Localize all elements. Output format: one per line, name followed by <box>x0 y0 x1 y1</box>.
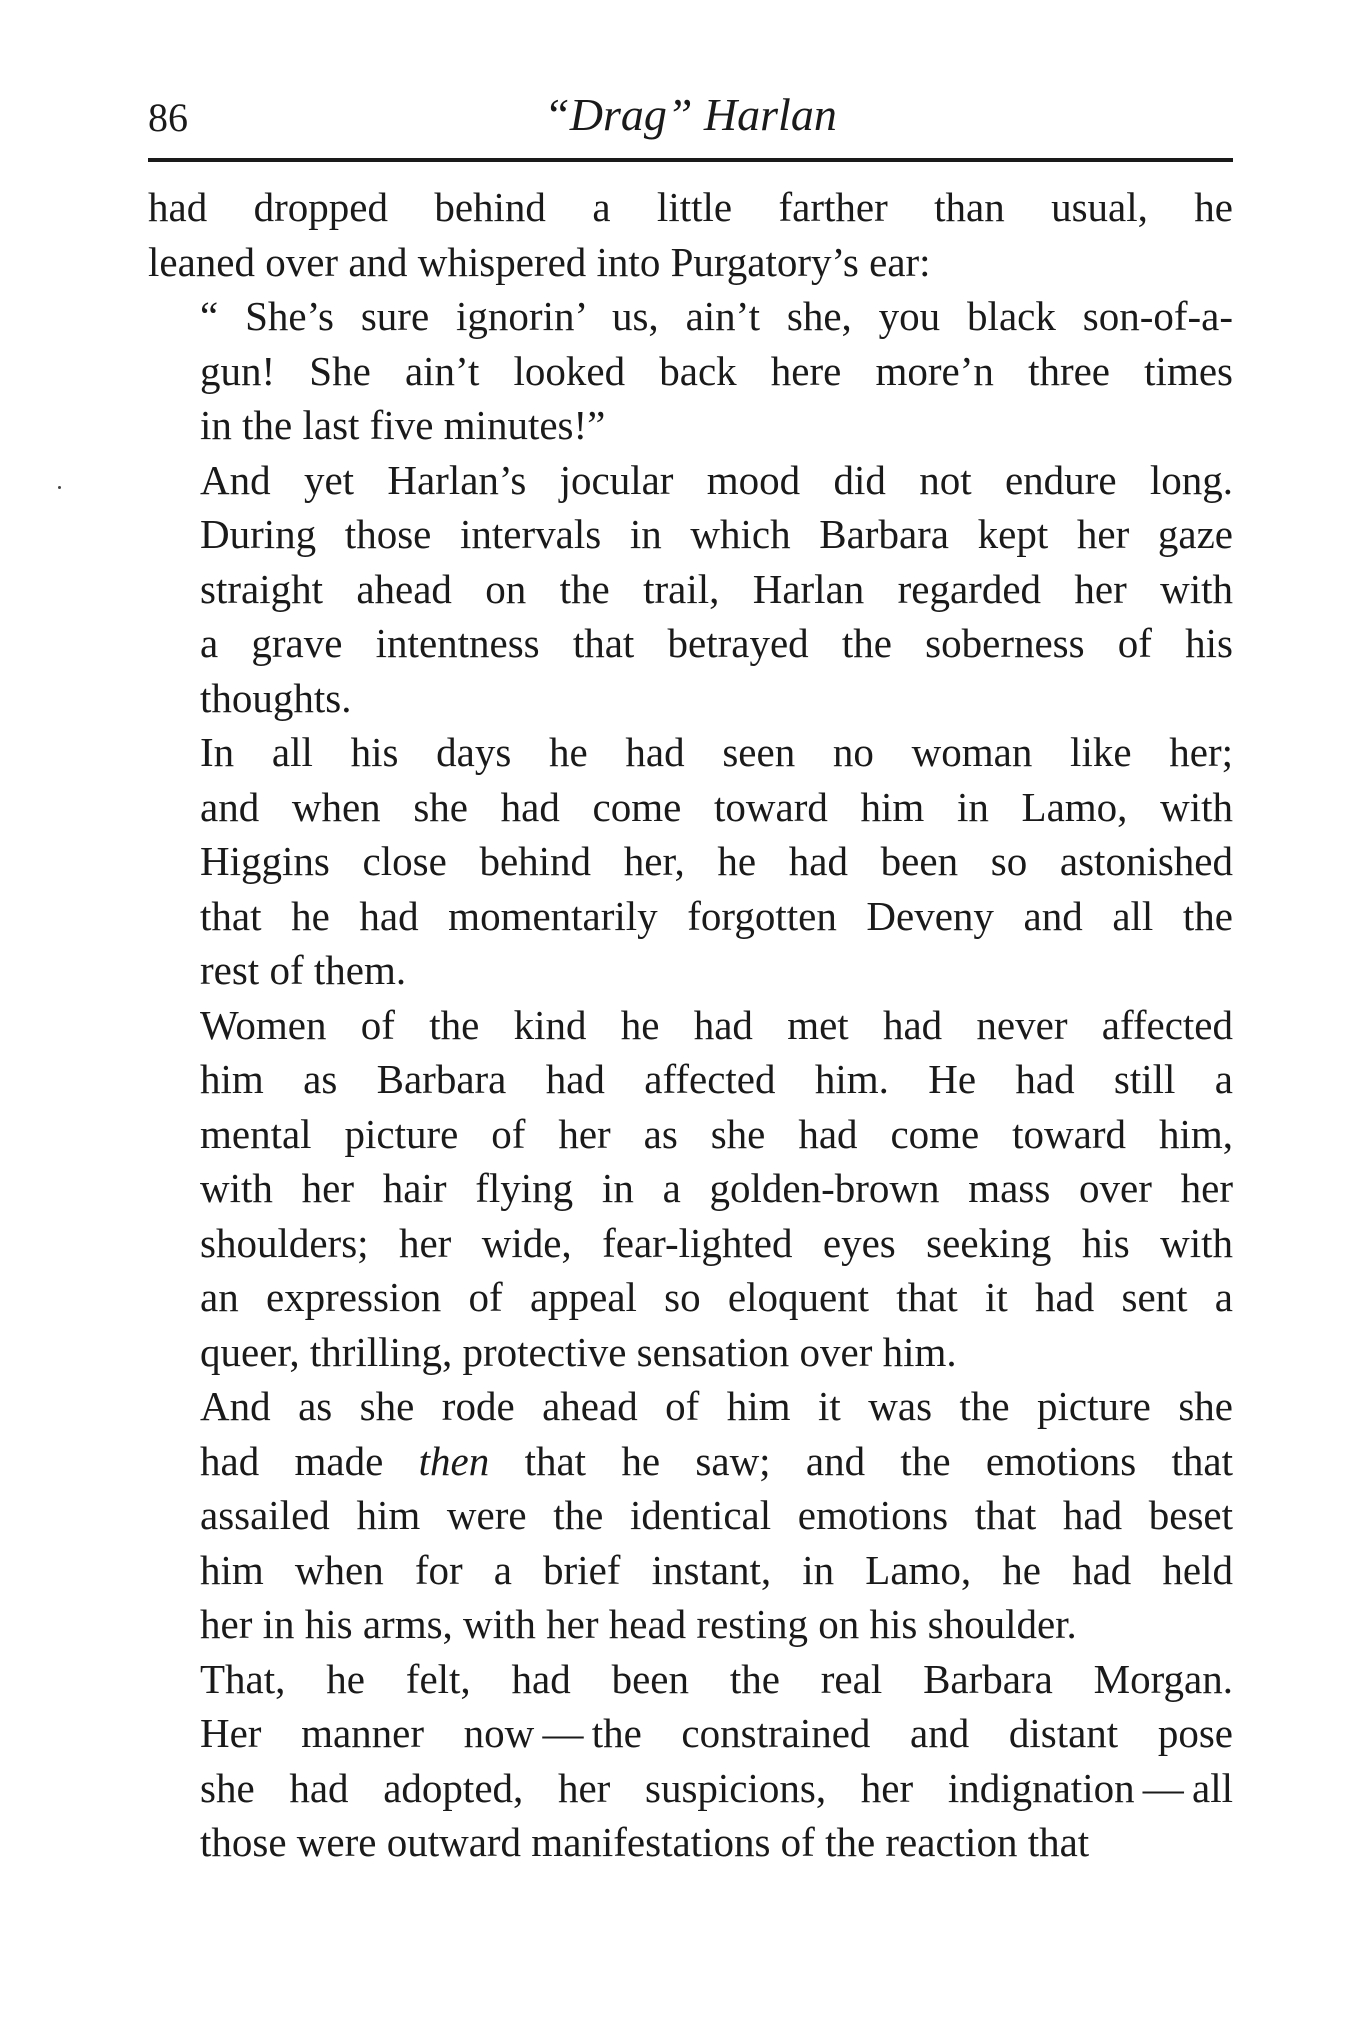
text-line: with her hair flying in a golden-brown mass over her <box>200 1165 1233 1211</box>
text-line: Women of the kind he had met had never affected <box>200 1001 1233 1048</box>
body-text <box>148 180 1233 1870</box>
text-line: Higgins close behind her, he had been so astonished <box>200 838 1233 884</box>
text-line: Her manner now — the constrained and distant pose <box>200 1710 1233 1756</box>
book-page <box>148 88 1233 1870</box>
text-line: mental picture of her as she had come toward him, <box>200 1110 1233 1157</box>
text-line: During those intervals in which Barbara kept her gaze <box>200 511 1233 557</box>
paragraph <box>148 1652 1233 1870</box>
text-line: assailed him were the identical emotions that had beset <box>200 1492 1233 1538</box>
paragraph <box>148 180 1233 289</box>
text-line: her in his arms, with her head resting on his shoulder. <box>200 1601 1077 1647</box>
text-line: she had adopted, her suspicions, her indignation — all <box>200 1764 1233 1811</box>
page-number: 86 <box>148 95 188 140</box>
text-line: leaned over and whispered into Purgatory’s ear: <box>148 238 931 285</box>
paragraph <box>148 289 1233 453</box>
running-title: “Drag” Harlan <box>544 89 837 140</box>
text-line: rest of them. <box>200 947 407 993</box>
text-line: an expression of appeal so eloquent that it had sent a <box>200 1274 1233 1320</box>
text-line: a grave intentness that betrayed the soberness of his <box>200 620 1233 666</box>
text-line: had made then that he saw; and the emotions that <box>200 1437 1233 1484</box>
text-line: queer, thrilling, protective sensation over him. <box>200 1328 957 1375</box>
paragraph <box>148 453 1233 726</box>
text-line: him when for a brief instant, in Lamo, he had held <box>200 1546 1233 1593</box>
text-line: thoughts. <box>200 674 352 721</box>
text-line: had dropped behind a little farther than usual, he <box>148 184 1233 230</box>
text-line: in the last five minutes!” <box>200 402 606 448</box>
header-rule <box>148 158 1233 162</box>
text-line: That, he felt, had been the real Barbara Morgan. <box>200 1655 1233 1702</box>
emphasis: then <box>418 1437 490 1484</box>
text-line: And as she rode ahead of him it was the picture she <box>200 1383 1233 1429</box>
text-line: straight ahead on the trail, Harlan regarded her with <box>200 565 1233 612</box>
paragraph <box>148 998 1233 1380</box>
paragraph <box>148 1379 1233 1652</box>
text-line: “ She’s sure ignorin’ us, ain’t she, you black son-of-a- <box>200 293 1233 339</box>
text-line: gun! She ain’t looked back here more’n three times <box>200 347 1233 394</box>
text-line: and when she had come toward him in Lamo, with <box>200 783 1233 830</box>
text-line: In all his days he had seen no woman like her; <box>200 729 1233 775</box>
text-line: And yet Harlan’s jocular mood did not endure long. <box>200 456 1233 503</box>
text-line: shoulders; her wide, fear-lighted eyes seeking his with <box>200 1219 1233 1266</box>
page-speck <box>58 486 61 489</box>
text-line: that he had momentarily forgotten Deveny and all the <box>200 892 1233 939</box>
text-line: him as Barbara had affected him. He had still a <box>200 1056 1233 1102</box>
paragraph <box>148 725 1233 998</box>
text-line: those were outward manifestations of the reaction that <box>200 1819 1090 1865</box>
running-head <box>148 88 1233 150</box>
